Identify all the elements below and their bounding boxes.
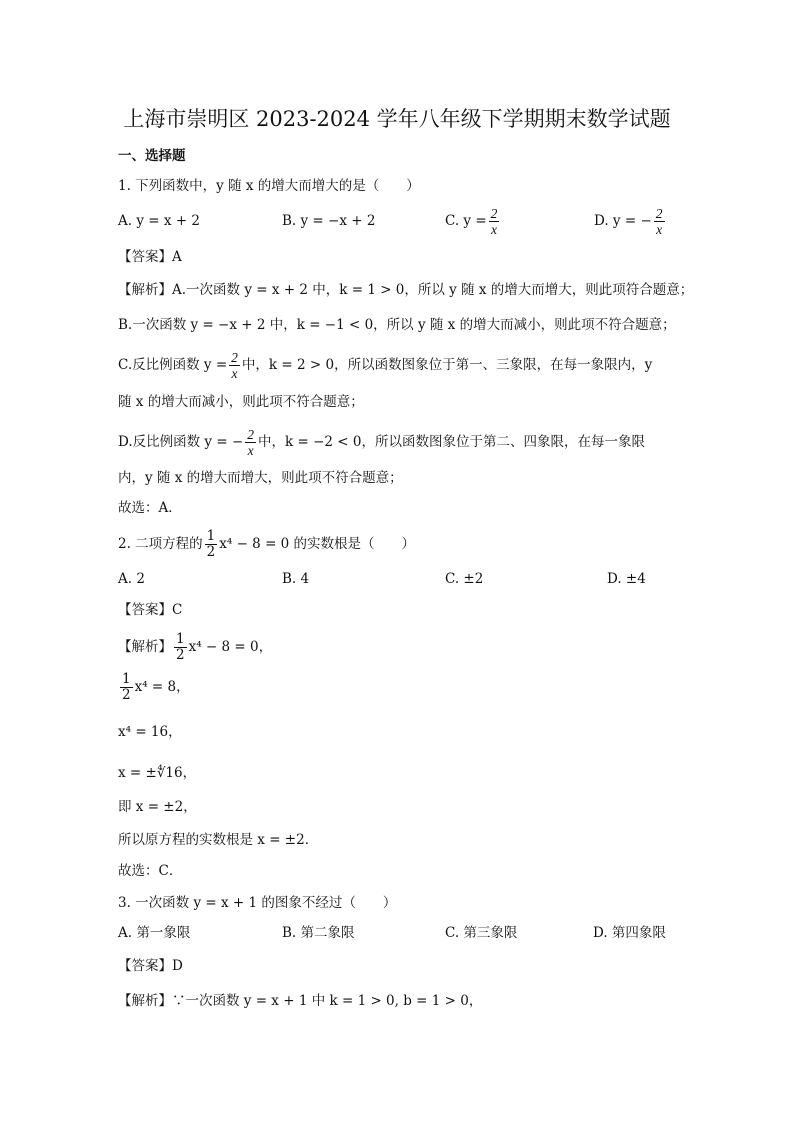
q1-option-d xyxy=(594,204,667,238)
q2-stem-end: x⁴ − 8 = 0 的实数根是（ ） xyxy=(219,536,416,552)
q1-option-c-fraction xyxy=(489,206,500,237)
q1-option-a: A. y = x + 2 xyxy=(118,213,200,229)
q1-explanation-d-start: D.反比例函数 y = − xyxy=(118,434,244,450)
fraction-numerator: 2 xyxy=(655,206,663,221)
q2-step-2-fraction xyxy=(120,672,133,703)
q2-step-1 xyxy=(118,630,272,664)
fraction-denominator: 2 xyxy=(206,544,216,560)
q1-option-d-fraction xyxy=(654,206,665,237)
q3-stem: 3. 一次函数 y = x + 1 的图象不经过（ ） xyxy=(118,895,397,911)
q1-choice: 故选：A． xyxy=(118,500,182,516)
q2-step-6: 所以原方程的实数根是 x = ±2． xyxy=(118,832,319,848)
fraction-denominator: 2 xyxy=(176,647,185,663)
q1-stem: 1. 下列函数中，y 随 x 的增大而增大的是（ ） xyxy=(118,178,420,194)
q1-explanation-d-cont: 内，y 随 x 的增大而增大，则此项不符合题意； xyxy=(118,470,403,486)
q2-option-b: B. 4 xyxy=(282,571,310,587)
section-heading: 一、选择题 xyxy=(118,148,186,164)
q1-explanation-d xyxy=(118,425,645,459)
q2-step-2 xyxy=(118,670,190,704)
q1-explanation-c-fraction xyxy=(229,350,240,381)
q2-step-3: x⁴ = 16， xyxy=(118,724,182,740)
q1-option-c xyxy=(445,204,501,238)
q2-step-1-text: x⁴ − 8 = 0， xyxy=(188,639,273,655)
fraction-numerator: 2 xyxy=(231,350,238,365)
q3-option-a: A. 第一象限 xyxy=(118,925,191,941)
q2-step-1-fraction xyxy=(174,632,187,663)
fraction-numerator: 2 xyxy=(247,427,255,442)
q1-explanation-c-start: C.反比例函数 y = xyxy=(118,357,228,373)
q1-option-d-label: D. y = − xyxy=(594,213,652,229)
q1-explanation-c-end: 中，k = 2 > 0，所以函数图象位于第一、三象限，在每一象限内，y xyxy=(241,357,653,373)
q3-explanation: 【解析】∵一次函数 y = x + 1 中 k = 1 > 0, b = 1 > 0， xyxy=(118,993,483,1009)
q1-option-b: B. y = −x + 2 xyxy=(282,213,376,229)
fraction-denominator: x xyxy=(229,365,240,381)
fraction-denominator: x xyxy=(654,221,665,237)
q2-option-a: A. 2 xyxy=(118,571,145,587)
q1-explanation-d-fraction xyxy=(245,427,256,458)
q1-explanation-a: 【解析】A.一次函数 y = x + 2 中，k = 1 > 0，所以 y 随 x 的增大而增大，则此项符合题意； xyxy=(118,282,694,298)
page-title: 上海市崇明区 2023-2024 学年八年级下学期期末数学试题 xyxy=(123,107,671,131)
fraction-numerator: 1 xyxy=(206,528,216,544)
q2-step-5: 即 x = ±2， xyxy=(118,799,197,815)
q2-step-2-text: x⁴ = 8， xyxy=(134,679,190,695)
q1-explanation-b: B.一次函数 y = −x + 2 中，k = −1 < 0，所以 y 随 x 的增大而减小，则此项不符合题意； xyxy=(118,317,676,333)
q1-explanation-c-cont: 随 x 的增大而减小，则此项不符合题意； xyxy=(118,394,364,410)
q2-answer: 【答案】C xyxy=(118,602,183,618)
fraction-denominator: x xyxy=(489,221,500,237)
q3-option-c: C. 第三象限 xyxy=(445,925,518,941)
q1-answer: 【答案】A xyxy=(118,249,182,265)
q3-answer: 【答案】D xyxy=(118,958,183,974)
q1-explanation-c xyxy=(118,348,652,382)
fraction-numerator: 2 xyxy=(490,206,498,221)
q3-option-d: D. 第四象限 xyxy=(593,925,666,941)
q2-stem-start: 2. 二项方程的 xyxy=(118,536,203,552)
q1-option-c-label: C. y = xyxy=(445,213,487,229)
fraction-numerator: 1 xyxy=(176,631,185,647)
q3-option-b: B. 第二象限 xyxy=(282,925,355,941)
fraction-denominator: 2 xyxy=(122,687,131,703)
q2-explanation-label: 【解析】 xyxy=(118,639,172,655)
q2-stem-fraction xyxy=(205,529,218,560)
fraction-denominator: x xyxy=(245,442,256,458)
q1-explanation-d-end: 中，k = −2 < 0，所以函数图象位于第二、四象限，在每一象限 xyxy=(258,434,645,450)
q2-option-d: D. ±4 xyxy=(607,571,646,587)
fraction-numerator: 1 xyxy=(122,671,131,687)
q2-choice: 故选：C． xyxy=(118,863,183,879)
q2-stem xyxy=(118,527,415,561)
q2-option-c: C. ±2 xyxy=(445,571,484,587)
q2-step-4: x = ±∜16， xyxy=(118,765,197,781)
